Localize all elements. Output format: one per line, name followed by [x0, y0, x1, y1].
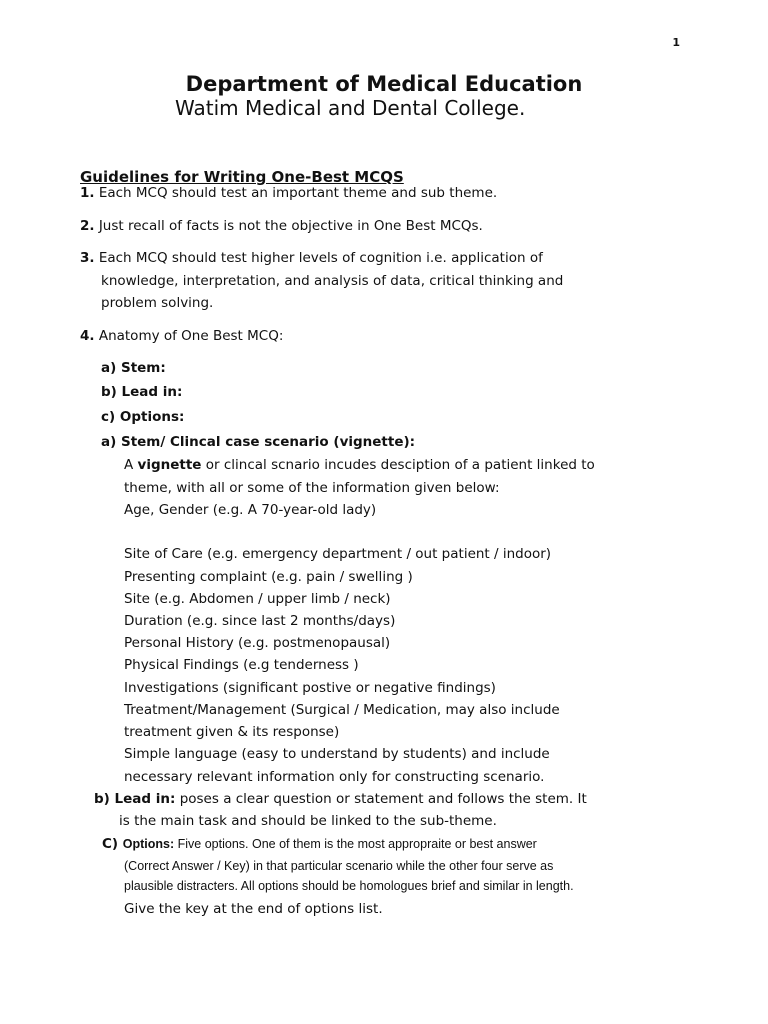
- guideline-item-1: [80, 182, 700, 205]
- language-note-line1: Simple language (easy to understand by students) and include: [124, 746, 550, 762]
- anatomy-options: c) Options:: [101, 409, 185, 425]
- stem-heading: a) Stem/ Clincal case scenario (vignette):: [101, 434, 416, 450]
- stem-intro-line2: theme, with all or some of the information given below:: [124, 480, 500, 496]
- guideline-item-4: [80, 325, 700, 348]
- guideline-item-2: [80, 215, 700, 238]
- stem-detail-line: treatment given & its response): [124, 724, 340, 740]
- page-number: 1: [672, 36, 680, 49]
- stem-intro: [124, 454, 595, 477]
- item-text: Just recall of facts is not the objective in One Best MCQs.: [98, 218, 483, 234]
- stem-detail-line: Personal History (e.g. postmenopausal): [124, 635, 391, 651]
- anatomy-stem: a) Stem:: [101, 360, 166, 376]
- stem-intro-pre: A: [124, 457, 138, 473]
- anatomy-lead-in: b) Lead in:: [101, 384, 183, 400]
- item-text: knowledge, interpretation, and analysis of data, critical thinking and: [101, 272, 564, 289]
- stem-detail-line: Investigations (significant postive or negative findings): [124, 680, 496, 696]
- item-number: 3.: [80, 250, 95, 266]
- item-text: Each MCQ should test higher levels of cognition i.e. application of: [98, 250, 543, 266]
- lead-in-text-line2: is the main task and should be linked to the sub-theme.: [119, 813, 497, 829]
- language-note-line2: necessary relevant information only for constructing scenario.: [124, 769, 545, 785]
- options-label-prefix: C): [102, 836, 123, 852]
- lead-in-label: b) Lead in:: [94, 791, 176, 807]
- stem-detail-line: Site (e.g. Abdomen / upper limb / neck): [124, 591, 391, 607]
- stem-detail-line: Treatment/Management (Surgical / Medication, may also include: [124, 702, 560, 718]
- lead-in-paragraph: [94, 788, 587, 811]
- item-number: 1.: [80, 185, 95, 201]
- item-text: problem solving.: [101, 295, 214, 311]
- item-text: Each MCQ should test an important theme and sub theme.: [98, 185, 498, 201]
- stem-detail-line: Presenting complaint (e.g. pain / swelling ): [124, 569, 413, 585]
- stem-age-gender: Age, Gender (e.g. A 70-year-old lady): [124, 502, 377, 518]
- stem-detail-line: Physical Findings (e.g tenderness ): [124, 657, 359, 673]
- stem-detail-line: Site of Care (e.g. emergency department / out patient / indoor): [124, 546, 552, 562]
- options-text: Five options. One of them is the most appropraite or best answer: [174, 837, 537, 851]
- vignette-term: vignette: [137, 457, 202, 473]
- options-text-line4: Give the key at the end of options list.: [124, 901, 383, 917]
- item-number: 2.: [80, 218, 95, 234]
- college-title: Watim Medical and Dental College.: [175, 96, 526, 120]
- guideline-item-3: [80, 247, 700, 315]
- item-text: Anatomy of One Best MCQ:: [98, 328, 284, 344]
- item-number: 4.: [80, 328, 95, 344]
- options-text-line2: (Correct Answer / Key) in that particular scenario while the other four serve as: [124, 859, 554, 873]
- lead-in-text: poses a clear question or statement and follows the stem. It: [175, 791, 587, 807]
- stem-detail-line: Duration (e.g. since last 2 months/days): [124, 613, 396, 629]
- options-text-line3: plausible distracters. All options should be homologues brief and similar in length.: [124, 879, 574, 893]
- options-paragraph: [102, 833, 537, 856]
- section-title: Guidelines for Writing One-Best MCQS: [80, 168, 404, 186]
- stem-intro-post: or clincal scnario incudes desciption of a patient linked to: [201, 457, 595, 473]
- department-title: Department of Medical Education: [185, 72, 583, 96]
- options-label: Options:: [122, 837, 175, 851]
